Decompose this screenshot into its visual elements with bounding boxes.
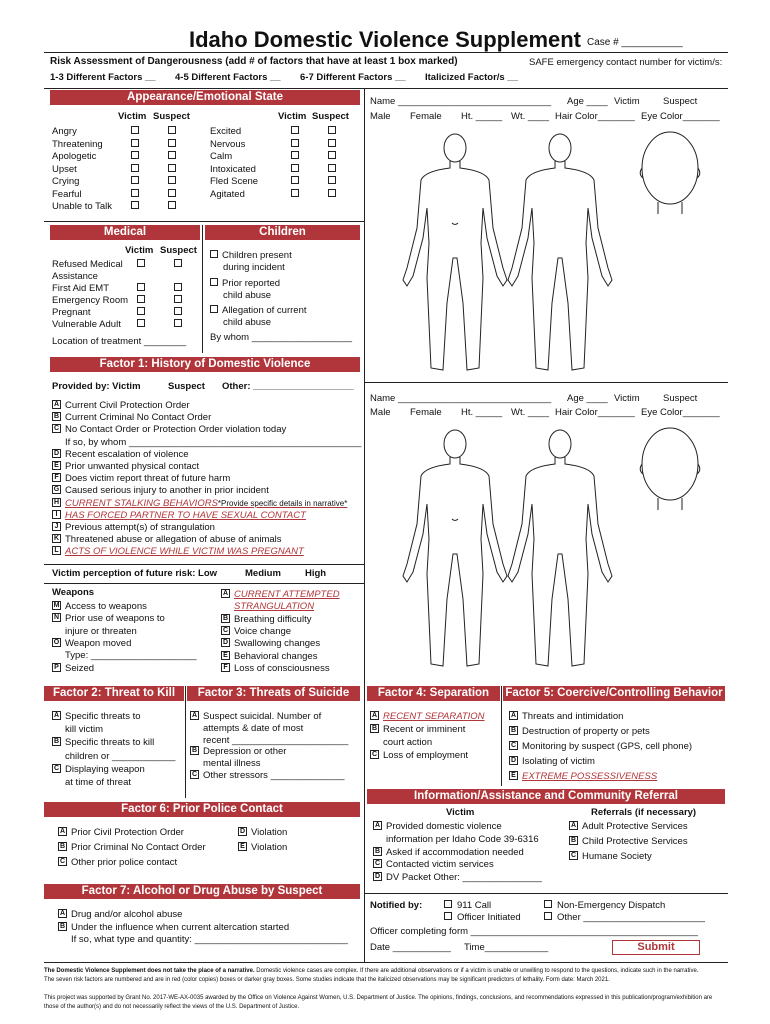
children-by-whom-field[interactable]: By whom ___________________ xyxy=(210,332,353,343)
appearance-col-victim: Victim xyxy=(118,111,147,122)
factor5-item-label: Isolating of victim xyxy=(522,756,595,767)
strangulation-item-checkbox[interactable]: B xyxy=(222,614,229,622)
appearance-item-label: Apologetic xyxy=(52,151,97,162)
factor3-item-label: Other stressors ______________ xyxy=(203,770,345,781)
factor5-item-checkbox[interactable]: D xyxy=(510,757,517,764)
factor1-item-checkbox[interactable]: H xyxy=(53,498,60,506)
p1-female-option[interactable]: Female xyxy=(410,111,442,122)
strangulation-item-checkbox[interactable]: F xyxy=(221,663,230,672)
factor-count-6-7[interactable]: 6-7 Different Factors __ xyxy=(300,72,406,83)
factor7-item-label: If so, what type and quantity: _____________________________ xyxy=(71,934,348,945)
medical-item-label: Refused Medical xyxy=(52,259,123,270)
date-field[interactable]: Date ___________ xyxy=(370,942,451,953)
p2-height-field[interactable]: Ht. _____ xyxy=(461,407,503,418)
footer-line-3: This project was supported by Grant No. 2017-WE-AX-0035 awarded by the Office on Violence Against Women, U.S. Department of Justice. The opinions, findings, conclusions, and recommendations expressed in this publication/program/exhibition are xyxy=(44,995,713,1001)
factor2-item-checkbox[interactable]: C xyxy=(53,764,60,772)
appearance-col-victim-2: Victim xyxy=(278,111,307,122)
appearance-item-label: Excited xyxy=(210,126,242,137)
body-diagram-2[interactable] xyxy=(400,424,720,674)
provided-by-victim[interactable]: Provided by: Victim xyxy=(52,381,141,392)
provided-by-suspect[interactable]: Suspect xyxy=(168,381,205,392)
children-item-label: Allegation of current xyxy=(222,305,307,316)
appearance-item-label: Fearful xyxy=(52,188,82,200)
factor2-item-label: Displaying weapon xyxy=(65,763,145,775)
info-victim-item-label: Contacted victim services xyxy=(386,859,494,871)
appearance-suspect-checkbox[interactable] xyxy=(328,176,336,184)
info-victim-item-checkbox[interactable]: C xyxy=(374,860,381,868)
referral-item-checkbox[interactable]: C xyxy=(570,852,577,859)
appearance-victim-checkbox[interactable] xyxy=(291,139,299,147)
strangulation-item-checkbox[interactable]: D xyxy=(222,639,229,647)
appearance-suspect-checkbox[interactable] xyxy=(168,151,176,159)
factor1-item-label: Prior unwanted physical contact xyxy=(65,461,200,472)
children-item-label: Children present xyxy=(222,250,292,261)
info-victim-item-label: DV Packet Other: _______________ xyxy=(386,872,542,884)
appearance-victim-checkbox[interactable] xyxy=(131,176,139,184)
factor3-item-label: Depression or other xyxy=(203,746,287,758)
appearance-item-label: Crying xyxy=(52,176,80,187)
medical-suspect-checkbox[interactable] xyxy=(174,319,182,327)
info-victim-title: Victim xyxy=(446,807,475,818)
page-title: Idaho Domestic Violence Supplement xyxy=(188,27,581,52)
risk-perception-high[interactable]: High xyxy=(305,568,327,579)
factor1-item-label: Does victim report threat of future harm xyxy=(65,473,231,485)
p2-victim-option[interactable]: Victim xyxy=(614,393,640,404)
p2-female-option[interactable]: Female xyxy=(410,407,442,418)
p2-eye-color-field[interactable]: Eye Color_______ xyxy=(641,407,720,418)
factor2-item-label: Specific threats to kill xyxy=(65,737,155,749)
factor5-item-checkbox[interactable]: A xyxy=(510,712,517,719)
p1-hair-color-field[interactable]: Hair Color_______ xyxy=(555,111,635,122)
factor6-item-checkbox[interactable]: A xyxy=(59,828,66,835)
factor1-header: Factor 1: History of Domestic Violence xyxy=(50,357,360,372)
appearance-item-label: Intoxicated xyxy=(210,163,256,175)
children-item-label: Prior reported xyxy=(222,278,281,289)
referral-item-label: Humane Society xyxy=(582,851,652,862)
appearance-item-label: Angry xyxy=(52,126,77,137)
factor1-item-checkbox[interactable]: E xyxy=(52,461,61,470)
weapon-item-checkbox[interactable]: O xyxy=(53,638,60,646)
factor6-violation-checkbox[interactable]: D xyxy=(239,828,246,835)
factor1-item-label: Threatened abuse or allegation of abuse of animals xyxy=(65,534,282,546)
factor7-item-checkbox[interactable]: A xyxy=(59,910,66,917)
medical-suspect-checkbox[interactable] xyxy=(174,259,182,267)
appearance-suspect-checkbox[interactable] xyxy=(168,164,176,172)
footer-line-4: those of the author(s) and do not necessarily reflect the views of the U.S. Department of Justice. xyxy=(44,1004,300,1010)
factor2-item-label: kill victim xyxy=(65,724,103,736)
medical-victim-checkbox[interactable] xyxy=(137,259,145,267)
factor1-item-checkbox[interactable]: F xyxy=(52,473,61,482)
appearance-col-suspect-2: Suspect xyxy=(312,111,349,122)
factor1-item-checkbox[interactable]: D xyxy=(53,449,60,457)
appearance-victim-checkbox[interactable] xyxy=(131,201,139,209)
children-item-label: during incident xyxy=(223,262,285,273)
appearance-suspect-checkbox[interactable] xyxy=(168,139,176,147)
p2-hair-color-field[interactable]: Hair Color_______ xyxy=(555,407,635,418)
notified-officer-label: Officer Initiated xyxy=(457,912,521,923)
strangulation-item-label: CURRENT ATTEMPTED xyxy=(234,589,340,600)
body-diagram-1[interactable] xyxy=(400,128,720,378)
weapon-item-label: Weapon moved xyxy=(65,637,132,649)
time-field[interactable]: Time____________ xyxy=(464,942,549,953)
info-header: Information/Assistance and Community Referral xyxy=(367,789,725,804)
strangulation-item-label: Behavioral changes xyxy=(234,650,318,662)
children-checkbox[interactable] xyxy=(210,305,218,313)
weapon-item-label: Access to weapons xyxy=(65,601,147,612)
factor6-item-checkbox[interactable]: C xyxy=(59,858,66,865)
factor7-item-checkbox[interactable]: B xyxy=(59,922,66,930)
referral-item-label: Adult Protective Services xyxy=(582,821,688,832)
factor1-item-label: No Contact Order or Protection Order violation today xyxy=(65,424,287,436)
strangulation-item-label: STRANGULATION xyxy=(234,601,315,613)
risk-title: Risk Assessment of Dangerousness (add # of factors that have at least 1 box marked) xyxy=(50,56,458,67)
factor3-item-label: Suspect suicidal. Number of xyxy=(203,711,322,722)
info-victim-item-label: information per Idaho Code 39-6316 xyxy=(386,833,539,845)
factor6-item-label: Other prior police contact xyxy=(71,857,178,868)
factor1-item-checkbox[interactable]: G xyxy=(53,486,60,494)
strangulation-item-checkbox[interactable]: C xyxy=(222,626,229,634)
p2-age-field[interactable]: Age ____ xyxy=(567,393,608,404)
factor3-item-checkbox[interactable]: A xyxy=(191,712,198,719)
strangulation-item-label: Voice change xyxy=(234,625,292,637)
appearance-suspect-checkbox[interactable] xyxy=(168,201,176,209)
medical-col-victim: Victim xyxy=(125,245,154,256)
medical-item-label: First Aid EMT xyxy=(52,283,110,294)
referral-item-checkbox[interactable]: A xyxy=(570,822,577,829)
medical-item-label: Assistance xyxy=(52,271,98,282)
factor4-item-checkbox[interactable]: B xyxy=(371,725,378,732)
p2-name-field[interactable]: Name _____________________________ xyxy=(370,393,552,404)
factor5-item-label: Destruction of property or pets xyxy=(522,726,650,737)
appearance-item-label: Nervous xyxy=(210,138,246,150)
weapons-title: Weapons xyxy=(52,587,95,598)
weapon-item-checkbox[interactable]: N xyxy=(53,614,60,622)
weapon-item-label: Prior use of weapons to xyxy=(65,613,165,625)
appearance-suspect-checkbox[interactable] xyxy=(328,189,336,197)
p1-victim-option[interactable]: Victim xyxy=(614,96,640,107)
weapon-item-label: injure or threaten xyxy=(65,625,137,637)
factor2-header: Factor 2: Threat to Kill xyxy=(44,686,184,701)
medical-suspect-checkbox[interactable] xyxy=(174,295,182,303)
factor1-item-label: Recent escalation of violence xyxy=(65,448,189,460)
officer-field[interactable]: Officer completing form ___________________________________________ xyxy=(370,926,698,937)
provided-by-other[interactable]: Other: ___________________ xyxy=(222,381,354,392)
medical-victim-checkbox[interactable] xyxy=(137,283,145,291)
factor5-item-label: Monitoring by suspect (GPS, cell phone) xyxy=(522,741,693,752)
factor7-item-label: Drug and/or alcohol abuse xyxy=(71,909,183,920)
medical-victim-checkbox[interactable] xyxy=(137,295,145,303)
info-victim-item-checkbox[interactable]: B xyxy=(374,847,381,855)
factor4-item-label: RECENT SEPARATION xyxy=(383,711,485,722)
factor4-header: Factor 4: Separation xyxy=(367,686,500,701)
factor2-item-checkbox[interactable]: A xyxy=(53,712,60,719)
weapon-item-checkbox[interactable]: M xyxy=(53,602,60,609)
medical-victim-checkbox[interactable] xyxy=(137,307,145,315)
factor1-item-checkbox[interactable]: K xyxy=(53,535,60,543)
factor-count-4-5[interactable]: 4-5 Different Factors __ xyxy=(175,72,281,83)
risk-perception-label[interactable]: Victim perception of future risk: Low xyxy=(52,568,218,579)
children-checkbox[interactable] xyxy=(210,278,218,286)
factor1-item-label: HAS FORCED PARTNER TO HAVE SEXUAL CONTACT xyxy=(65,509,306,521)
medical-suspect-checkbox[interactable] xyxy=(174,283,182,291)
appearance-item-label: Unable to Talk xyxy=(52,201,113,212)
factor3-item-checkbox[interactable]: B xyxy=(191,747,198,755)
appearance-victim-checkbox[interactable] xyxy=(131,151,139,159)
appearance-suspect-checkbox[interactable] xyxy=(328,139,336,147)
factor4-item-checkbox[interactable]: C xyxy=(371,751,378,758)
strangulation-item-label: Breathing difficulty xyxy=(234,613,312,625)
factor-count-1-3[interactable]: 1-3 Different Factors __ xyxy=(50,72,156,83)
appearance-victim-checkbox[interactable] xyxy=(291,164,299,172)
strangulation-item-checkbox[interactable]: E xyxy=(221,651,230,660)
factor2-item-label: Specific threats to xyxy=(65,711,141,722)
factor1-item-checkbox[interactable]: A xyxy=(53,401,60,408)
factor1-item-label: If so, by whom ____________________________________________ xyxy=(65,436,362,448)
factor3-header: Factor 3: Threats of Suicide xyxy=(187,686,360,701)
medical-item-label: Emergency Room xyxy=(52,295,129,306)
factor3-item-checkbox[interactable]: C xyxy=(191,771,198,778)
factor5-item-checkbox[interactable]: C xyxy=(510,742,517,749)
factor3-item-label: attempts & date of most xyxy=(203,722,304,734)
referral-item-label: Child Protective Services xyxy=(582,836,688,847)
factor6-item-label: Prior Criminal No Contact Order xyxy=(71,842,206,853)
appearance-suspect-checkbox[interactable] xyxy=(328,126,336,134)
factor5-item-label: Threats and intimidation xyxy=(522,711,624,722)
appearance-victim-checkbox[interactable] xyxy=(291,126,299,134)
factor5-item-checkbox[interactable]: E xyxy=(509,771,518,780)
factor4-item-label: Recent or imminent xyxy=(383,724,466,735)
factor1-item-note: *Provide specific details in narrative* xyxy=(217,498,348,508)
p2-weight-field[interactable]: Wt. ____ xyxy=(511,407,550,418)
factor6-violation-label: Violation xyxy=(251,842,288,853)
factor5-item-checkbox[interactable]: B xyxy=(510,727,517,734)
medical-header: Medical xyxy=(50,225,200,240)
appearance-suspect-checkbox[interactable] xyxy=(168,176,176,184)
children-item-label: child abuse xyxy=(223,317,272,328)
appearance-victim-checkbox[interactable] xyxy=(291,176,299,184)
factor2-item-label: children or ____________ xyxy=(65,750,176,762)
appearance-header: Appearance/Emotional State xyxy=(50,90,360,105)
appearance-item-label: Fled Scene xyxy=(210,176,259,187)
factor1-item-checkbox[interactable]: J xyxy=(52,522,61,531)
medical-col-suspect: Suspect xyxy=(160,245,197,256)
factor1-item-label: Previous attempt(s) of strangulation xyxy=(65,522,215,533)
medical-suspect-checkbox[interactable] xyxy=(174,307,182,315)
strangulation-item-checkbox[interactable]: A xyxy=(222,590,229,597)
notified-nonemergency-checkbox[interactable] xyxy=(544,900,552,908)
footer-line-2: The seven risk factors are numbered and are in red (color copies) boxes or darker gray boxes. Some studies indicate that the italicized observations may be significant predictors of lethality. Form date: March 2021. xyxy=(44,977,610,983)
p1-height-field[interactable]: Ht. _____ xyxy=(461,111,503,122)
p2-suspect-option[interactable]: Suspect xyxy=(663,393,698,404)
factor1-item-checkbox[interactable]: B xyxy=(53,413,60,421)
factor1-item-checkbox[interactable]: L xyxy=(52,546,61,555)
appearance-col-suspect: Suspect xyxy=(153,111,190,122)
factor6-violation-checkbox[interactable]: E xyxy=(238,842,247,851)
factor6-header: Factor 6: Prior Police Contact xyxy=(44,802,360,817)
strangulation-item-label: Loss of consciousness xyxy=(234,662,330,674)
notified-other-field[interactable]: Other _______________________ xyxy=(557,912,705,923)
children-checkbox[interactable] xyxy=(210,250,218,258)
appearance-suspect-checkbox[interactable] xyxy=(328,151,336,159)
medical-item-label: Vulnerable Adult xyxy=(52,319,121,330)
location-of-treatment-field[interactable]: Location of treatment ________ xyxy=(52,336,187,347)
factor1-item-label: Current Criminal No Contact Order xyxy=(65,412,212,424)
info-victim-item-checkbox[interactable]: D xyxy=(374,873,381,881)
factor1-item-label: Caused serious injury to another in prior incident xyxy=(65,485,269,497)
notified-by-label: Notified by: xyxy=(370,900,423,911)
factor4-item-label: court action xyxy=(383,737,433,748)
info-victim-item-label: Asked if accommodation needed xyxy=(386,846,524,858)
factor1-item-checkbox[interactable]: C xyxy=(53,425,60,433)
notified-nonemergency-label: Non-Emergency Dispatch xyxy=(557,900,666,911)
info-victim-item-checkbox[interactable]: A xyxy=(374,822,381,829)
p1-name-field[interactable]: Name _____________________________ xyxy=(370,96,552,107)
factor6-item-checkbox[interactable]: B xyxy=(59,843,66,850)
appearance-victim-checkbox[interactable] xyxy=(131,164,139,172)
appearance-item-label: Threatening xyxy=(52,138,103,150)
factor4-item-label: Loss of employment xyxy=(383,750,469,761)
p1-age-field[interactable]: Age ____ xyxy=(567,96,608,107)
appearance-suspect-checkbox[interactable] xyxy=(328,164,336,172)
appearance-item-label: Agitated xyxy=(210,188,245,200)
appearance-suspect-checkbox[interactable] xyxy=(168,189,176,197)
factor1-item-checkbox[interactable]: I xyxy=(52,510,61,519)
appearance-suspect-checkbox[interactable] xyxy=(168,126,176,134)
factor7-item-label: Under the influence when current altercation started xyxy=(71,921,290,933)
weapon-item-checkbox[interactable]: P xyxy=(52,663,61,672)
p1-male-option[interactable]: Male xyxy=(370,111,391,122)
p1-weight-field[interactable]: Wt. ____ xyxy=(511,111,550,122)
notified-officer-checkbox[interactable] xyxy=(444,912,452,920)
referral-item-checkbox[interactable]: B xyxy=(570,837,577,844)
notified-911-label: 911 Call xyxy=(457,900,492,911)
submit-button[interactable]: Submit xyxy=(612,940,700,955)
appearance-item-label: Upset xyxy=(52,163,77,175)
factor6-violation-label: Violation xyxy=(251,827,288,838)
appearance-victim-checkbox[interactable] xyxy=(131,139,139,147)
factor6-item-label: Prior Civil Protection Order xyxy=(71,827,184,838)
appearance-victim-checkbox[interactable] xyxy=(291,189,299,197)
factor3-item-label: mental illness xyxy=(203,758,261,770)
medical-item-label: Pregnant xyxy=(52,307,91,318)
weapon-item-label: Seized xyxy=(65,662,95,674)
footer-line-1: The Domestic Violence Supplement does not take the place of a narrative. Domestic violence cases are complex. If there are additional observations or if a victim is unable or unwilling to respond to the questions, indicate such in the narrative. xyxy=(44,968,699,974)
factor2-item-checkbox[interactable]: B xyxy=(53,738,60,746)
factor3-item-label: recent ______________________ xyxy=(203,734,349,746)
medical-victim-checkbox[interactable] xyxy=(137,319,145,327)
safe-contact-label: SAFE emergency contact number for victim/s: xyxy=(529,57,723,68)
p2-male-option[interactable]: Male xyxy=(370,407,391,418)
factor-count-italic[interactable]: Italicized Factor/s __ xyxy=(425,72,518,83)
case-number-field[interactable]: Case # ___________ xyxy=(587,37,683,48)
info-victim-item-label: Provided domestic violence xyxy=(386,821,502,832)
appearance-item-label: Calm xyxy=(210,151,233,162)
notified-other-checkbox[interactable] xyxy=(544,912,552,920)
appearance-victim-checkbox[interactable] xyxy=(131,189,139,197)
factor1-item-label: ACTS OF VIOLENCE WHILE VICTIM WAS PREGNANT xyxy=(65,546,304,558)
factor4-item-checkbox[interactable]: A xyxy=(371,712,378,719)
p1-eye-color-field[interactable]: Eye Color_______ xyxy=(641,111,720,122)
children-header: Children xyxy=(205,225,360,240)
factor5-header: Factor 5: Coercive/Controlling Behavior xyxy=(503,686,725,701)
referrals-title: Referrals (if necessary) xyxy=(591,807,697,818)
factor1-item-label: Current Civil Protection Order xyxy=(65,400,190,411)
appearance-victim-checkbox[interactable] xyxy=(291,151,299,159)
p1-suspect-option[interactable]: Suspect xyxy=(663,96,698,107)
children-item-label: child abuse xyxy=(223,290,272,301)
risk-perception-medium[interactable]: Medium xyxy=(245,568,281,579)
factor1-item-label: CURRENT STALKING BEHAVIORS*Provide specific details in narrative* xyxy=(65,497,348,509)
weapon-item-label: Type: ____________________ xyxy=(65,650,197,662)
factor5-item-label: EXTREME POSSESSIVENESS xyxy=(522,771,658,782)
appearance-victim-checkbox[interactable] xyxy=(131,126,139,134)
strangulation-item-label: Swallowing changes xyxy=(234,638,321,650)
factor7-header: Factor 7: Alcohol or Drug Abuse by Suspect xyxy=(44,884,360,899)
factor2-item-label: at time of threat xyxy=(65,777,132,788)
notified-911-checkbox[interactable] xyxy=(444,900,452,908)
